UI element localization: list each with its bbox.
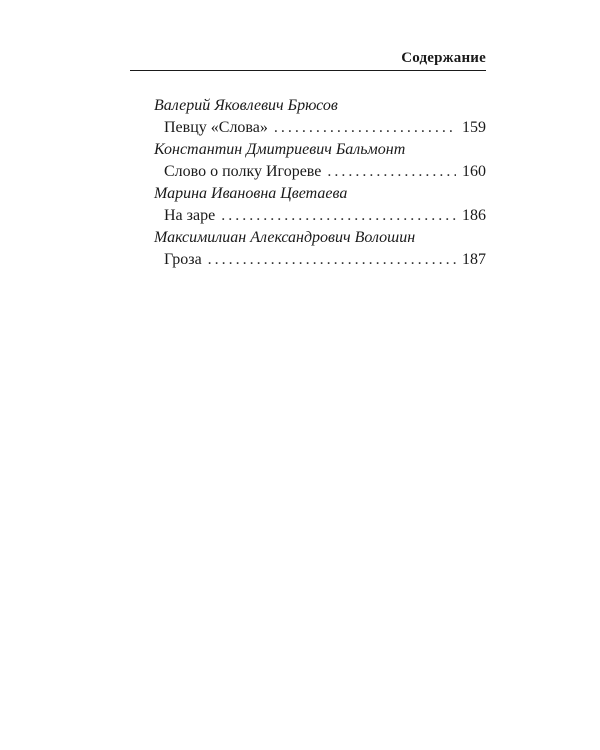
header-rule: [130, 70, 486, 71]
page-title: Содержание: [401, 50, 486, 66]
running-head: [130, 48, 486, 70]
toc-line[interactable]: [154, 161, 486, 183]
toc-title: Слово о полку Игореве: [164, 163, 322, 180]
toc-line[interactable]: [154, 249, 486, 271]
toc-title: На заре: [164, 207, 216, 224]
toc-page-number: 160: [462, 163, 486, 180]
toc-entry: [154, 183, 486, 227]
toc-entry: [154, 227, 486, 271]
dot-leader: [208, 249, 456, 271]
toc-entry: [154, 95, 486, 139]
toc-page-number: 186: [462, 207, 486, 224]
toc-line[interactable]: [154, 117, 486, 139]
dot-leader: [221, 205, 456, 227]
toc-page-number: 187: [462, 251, 486, 268]
toc-page-number: 159: [462, 119, 486, 136]
dot-leader: [327, 161, 456, 183]
toc-title: Гроза: [164, 251, 202, 268]
toc-author: Константин Дмитриевич Бальмонт: [154, 141, 406, 158]
toc-author: Максимилиан Александрович Волошин: [154, 229, 416, 246]
toc-line[interactable]: [154, 205, 486, 227]
toc-entry: [154, 139, 486, 183]
toc-author: Валерий Яковлевич Брюсов: [154, 97, 338, 114]
dot-leader: [274, 117, 456, 139]
table-of-contents: [154, 95, 486, 271]
toc-title: Певцу «Слова»: [164, 119, 268, 136]
toc-author: Марина Ивановна Цветаева: [154, 185, 348, 202]
